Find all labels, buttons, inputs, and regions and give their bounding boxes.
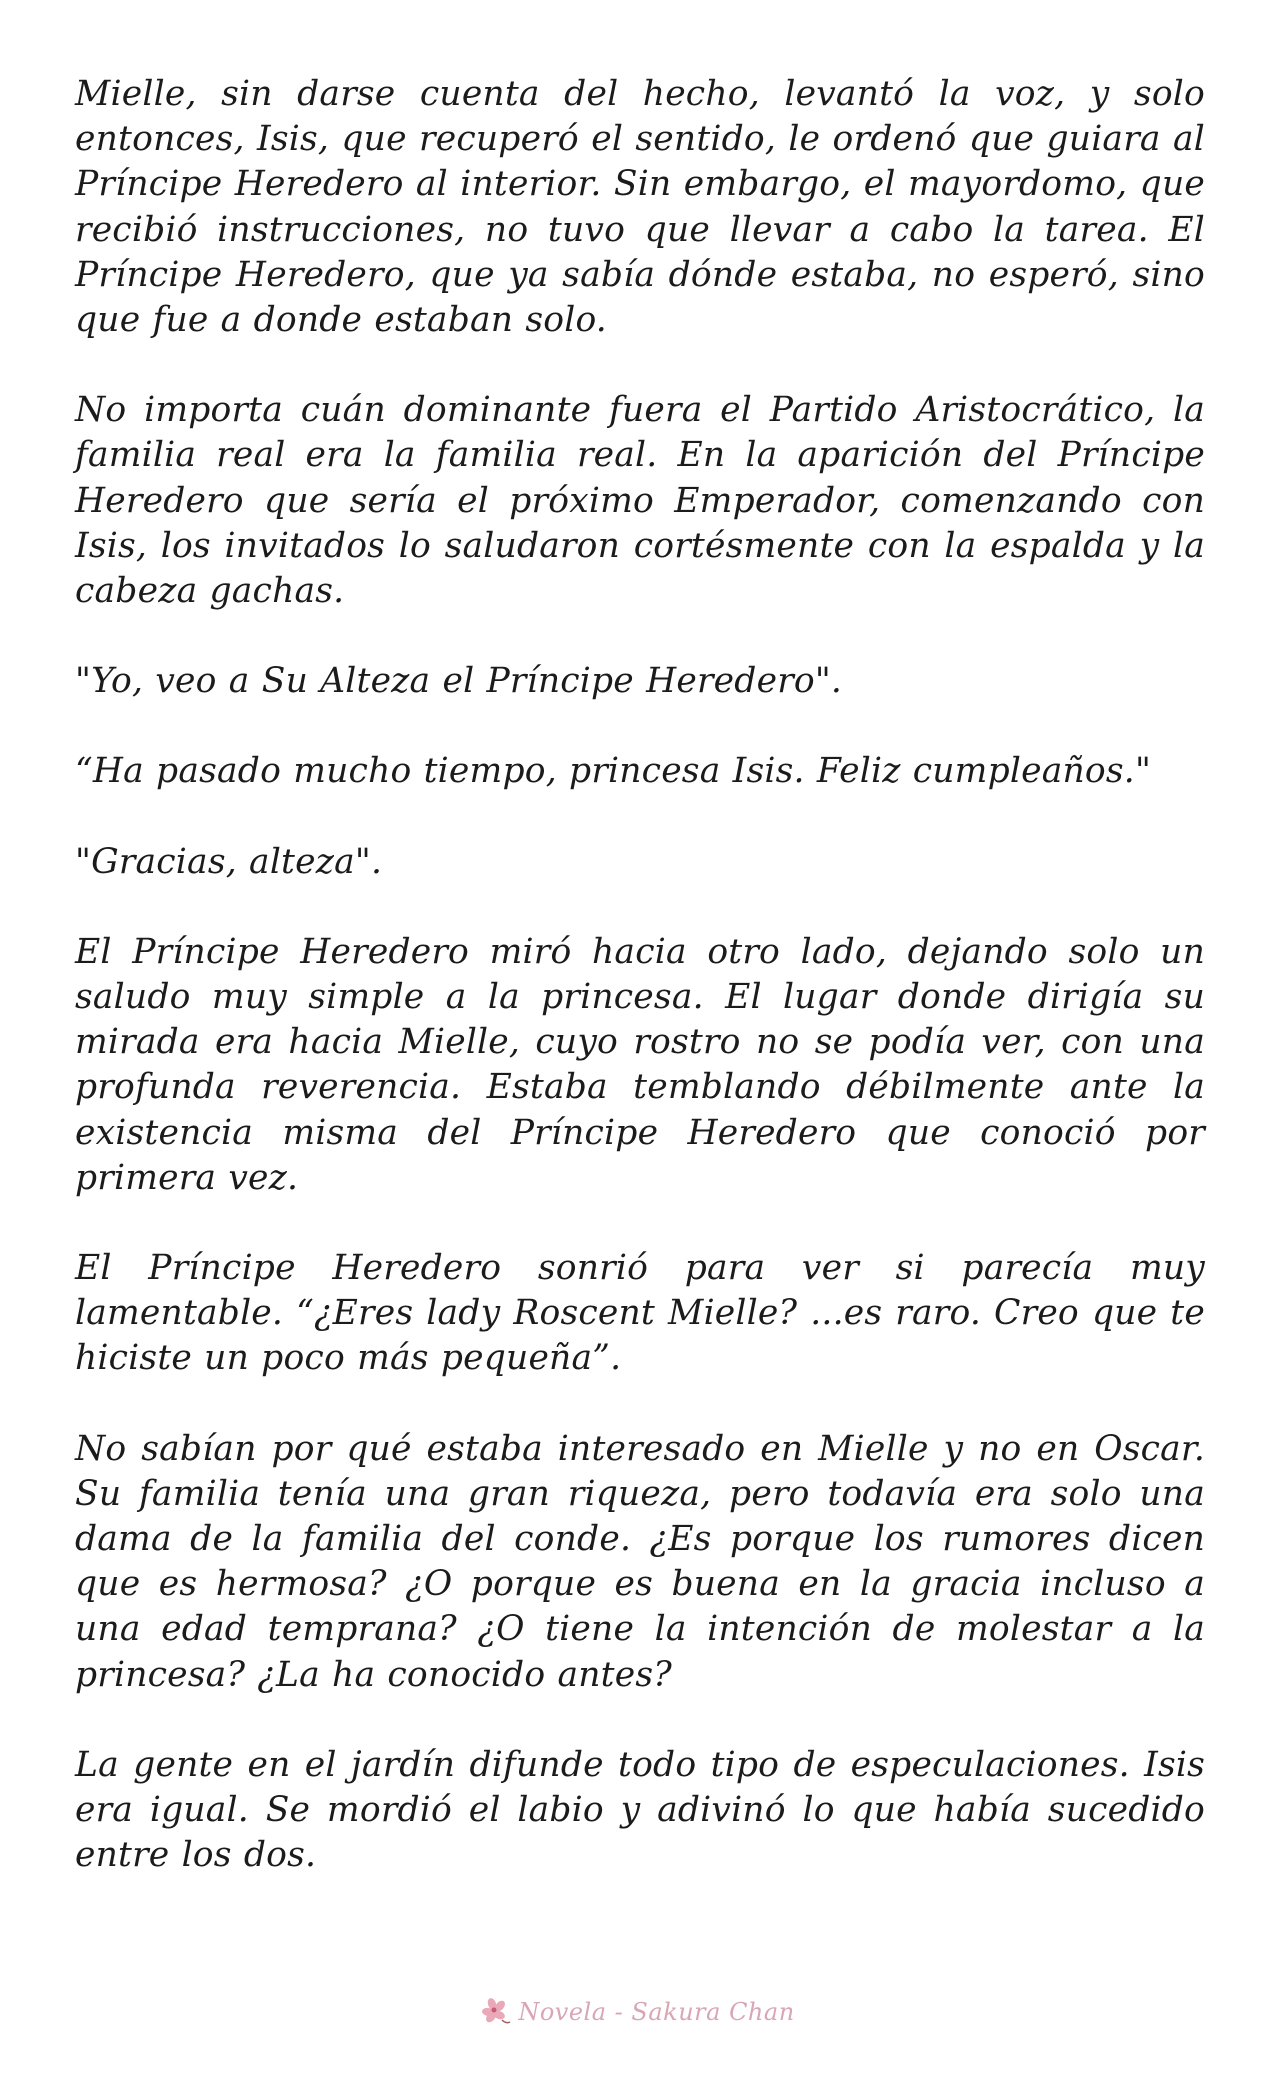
document-body: [75, 72, 1205, 1924]
paragraph-3: "Yo, veo a Su Alteza el Príncipe Heredero".: [75, 661, 843, 702]
paragraph-8: No sabían por qué estaba interesado en Mielle y no en Oscar. Su familia tenía una gran riqueza, pero todavía era solo una dama de la familia del conde. ¿Es porque los rumores dicen que es hermosa? ¿O porque es buena en la gracia incluso a una edad temprana? ¿O tiene la intención de molestar a la princesa? ¿La ha conocido antes?: [75, 1428, 1205, 1695]
sakura-flower-icon: [480, 1996, 512, 2028]
footer-credit: Novela - Sakura Chan: [518, 1998, 795, 2026]
paragraph-4: “Ha pasado mucho tiempo, princesa Isis. Feliz cumpleaños.": [75, 751, 1152, 792]
footer-watermark: [0, 1996, 1275, 2028]
paragraph-5: "Gracias, alteza".: [75, 841, 383, 882]
paragraph-7: El Príncipe Heredero sonrió para ver si parecía muy lamentable. “¿Eres lady Roscent Mielle? ...es raro. Creo que te hiciste un poco más pequeña”.: [75, 1248, 1205, 1379]
paragraph-6: El Príncipe Heredero miró hacia otro lado, dejando solo un saludo muy simple a la princesa. El lugar donde dirigía su mirada era hacia Mielle, cuyo rostro no se podía ver, con una profunda reverencia. Estaba temblando débilmente ante la existencia misma del Príncipe Heredero que conoció por primera vez.: [75, 931, 1205, 1198]
paragraph-1: Mielle, sin darse cuenta del hecho, levantó la voz, y solo entonces, Isis, que recuperó el sentido, le ordenó que guiara al Príncipe Heredero al interior. Sin embargo, el mayordomo, que recibió instrucciones, no tuvo que llevar a cabo la tarea. El Príncipe Heredero, que ya sabía dónde estaba, no esperó, sino que fue a donde estaban solo.: [75, 74, 1205, 341]
paragraph-2: No importa cuán dominante fuera el Partido Aristocrático, la familia real era la familia real. En la aparición del Príncipe Heredero que sería el próximo Emperador, comenzando con Isis, los invitados lo saludaron cortésmente con la espalda y la cabeza gachas.: [75, 390, 1205, 612]
paragraph-9: La gente en el jardín difunde todo tipo de especulaciones. Isis era igual. Se mordió el labio y adivinó lo que había sucedido entre los dos.: [75, 1744, 1205, 1876]
